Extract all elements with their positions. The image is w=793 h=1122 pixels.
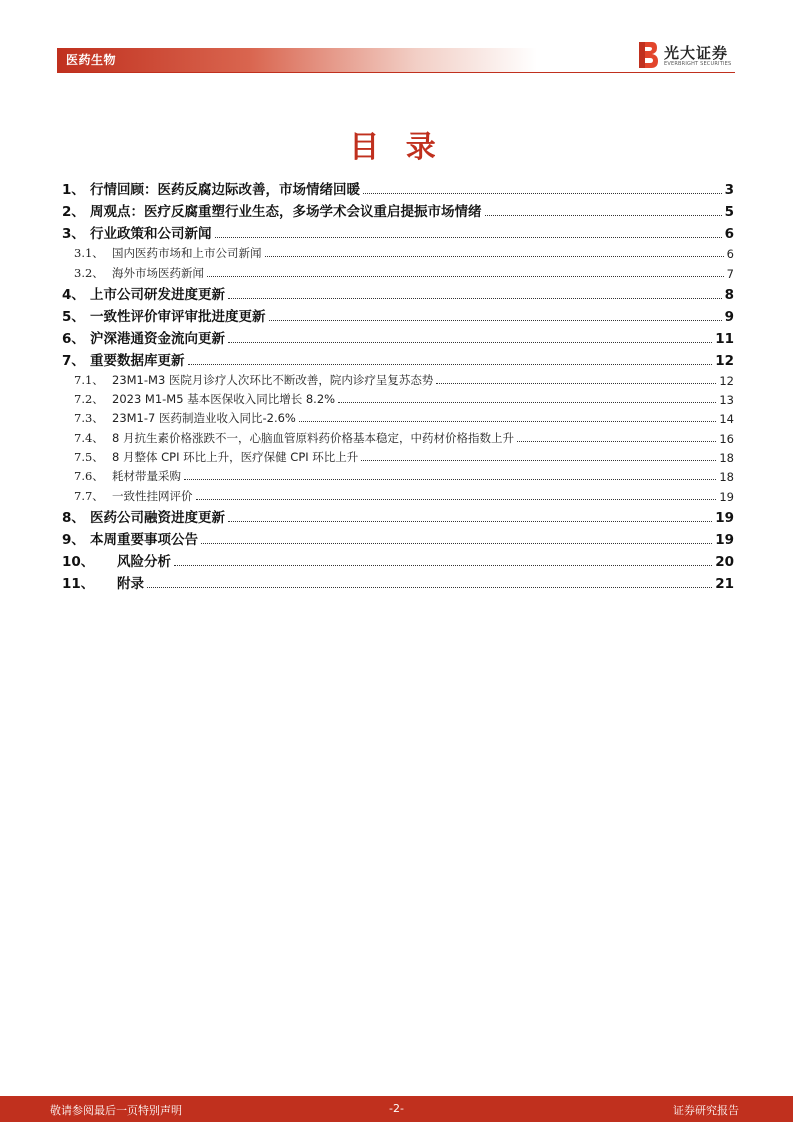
logo-chinese-text: 光大证券	[664, 44, 729, 62]
toc-entry[interactable]	[62, 220, 734, 242]
logo-english-text: EVERBRIGHT SECURITIES	[664, 61, 732, 67]
toc-leader-dots	[184, 479, 716, 480]
toc-entry-label: 医药公司融资进度更新	[90, 509, 225, 526]
toc-entry-page: 6	[724, 226, 734, 242]
toc-entry-label: 2023 M1-M5 基本医保收入同比增长 8.2%	[112, 392, 336, 407]
toc-entry-number: 7.3、	[74, 411, 104, 426]
toc-entry-label: 耗材带量采购	[112, 469, 181, 484]
toc-entry-page: 20	[715, 553, 734, 570]
toc-entry[interactable]	[62, 526, 734, 548]
toc-entry-number: 7.4、	[74, 430, 104, 445]
toc-entry-number: 5、	[62, 308, 85, 325]
toc-entry-number: 7、	[62, 352, 85, 369]
toc-leader-dots	[228, 298, 722, 299]
toc-entry-page: 12	[715, 352, 734, 369]
toc-entry[interactable]	[62, 325, 734, 347]
everbright-logo-icon	[637, 40, 659, 70]
toc-entry-page: 19	[719, 489, 734, 504]
footer-report-type: 证券研究报告	[673, 1104, 739, 1117]
toc-entry-number: 3.1、	[74, 246, 104, 261]
toc-leader-dots	[196, 499, 717, 500]
footer-bar	[0, 1096, 793, 1122]
toc-leader-dots	[485, 215, 722, 216]
toc-entry-label: 风险分析	[117, 553, 171, 570]
toc-entry[interactable]	[62, 548, 734, 570]
toc-leader-dots	[265, 256, 724, 257]
toc-leader-dots	[363, 193, 722, 194]
toc-subentry[interactable]	[62, 446, 734, 465]
toc-subentry[interactable]	[62, 261, 734, 280]
toc-entry-number: 4、	[62, 286, 85, 303]
toc-leader-dots	[338, 402, 716, 403]
toc-entry-number: 2、	[62, 204, 85, 220]
toc-entry-page: 19	[715, 531, 734, 548]
toc-leader-dots	[228, 342, 712, 343]
toc-leader-dots	[147, 587, 712, 588]
toc-entry-label: 行情回顾：医药反腐边际改善，市场情绪回暖	[90, 182, 360, 198]
toc-entry-number: 7.1、	[74, 372, 104, 387]
toc-entry-page: 3	[724, 182, 734, 198]
toc-entry-page: 6	[726, 247, 734, 262]
toc-entry-number: 10、	[62, 553, 95, 570]
toc-subentry[interactable]	[62, 369, 734, 388]
toc-entry-label: 23M1-M3 医院月诊疗人次环比不断改善，院内诊疗呈复苏态势	[112, 372, 434, 387]
page-number: -2-	[389, 1102, 404, 1115]
toc-leader-dots	[299, 421, 717, 422]
toc-entry-label: 本周重要事项公告	[90, 531, 198, 548]
toc-leader-dots	[269, 320, 722, 321]
toc-subentry[interactable]	[62, 242, 734, 261]
toc-entry-number: 1、	[62, 182, 85, 198]
toc-entry-page: 18	[719, 470, 734, 485]
header-rule	[57, 72, 735, 73]
table-of-contents	[62, 176, 734, 592]
toc-leader-dots	[215, 237, 722, 238]
toc-entry-page: 11	[715, 330, 734, 347]
toc-entry-page: 9	[724, 308, 734, 325]
toc-entry-label: 行业政策和公司新闻	[90, 226, 212, 242]
toc-entry[interactable]	[62, 198, 734, 220]
toc-subentry[interactable]	[62, 426, 734, 445]
toc-entry-page: 13	[719, 393, 734, 408]
toc-leader-dots	[361, 460, 716, 461]
toc-entry[interactable]	[62, 176, 734, 198]
toc-entry-label: 上市公司研发进度更新	[90, 286, 225, 303]
toc-entry-page: 7	[726, 266, 734, 281]
toc-entry-label: 海外市场医药新闻	[112, 265, 204, 280]
toc-entry[interactable]	[62, 504, 734, 526]
toc-entry-number: 7.5、	[74, 450, 104, 465]
toc-entry-label: 国内医药市场和上市公司新闻	[112, 246, 262, 261]
toc-entry-label: 沪深港通资金流向更新	[90, 330, 225, 347]
toc-entry-label: 8 月整体 CPI 环比上升，医疗保健 CPI 环比上升	[112, 450, 359, 465]
toc-entry-label: 重要数据库更新	[90, 352, 185, 369]
toc-entry-page: 19	[715, 509, 734, 526]
toc-entry-number: 9、	[62, 531, 85, 548]
toc-entry-page: 16	[719, 431, 734, 446]
toc-leader-dots	[436, 383, 716, 384]
toc-entry-number: 7.7、	[74, 488, 104, 503]
toc-entry-page: 14	[719, 412, 734, 427]
toc-entry-label: 附录	[117, 575, 144, 592]
toc-entry-number: 11、	[62, 575, 95, 592]
toc-entry-label: 一致性挂网评价	[112, 488, 193, 503]
toc-entry-number: 3、	[62, 226, 85, 242]
toc-entry-label: 周观点：医疗反腐重塑行业生态，多场学术会议重启提振市场情绪	[90, 204, 482, 220]
toc-entry-page: 5	[724, 204, 734, 220]
toc-entry-number: 6、	[62, 330, 85, 347]
toc-entry-number: 7.6、	[74, 469, 104, 484]
header-bar	[57, 48, 537, 72]
toc-entry-page: 8	[724, 286, 734, 303]
toc-leader-dots	[201, 543, 712, 544]
toc-entry-page: 12	[719, 373, 734, 388]
toc-leader-dots	[228, 521, 712, 522]
toc-entry[interactable]	[62, 303, 734, 325]
toc-entry-label: 8 月抗生素价格涨跌不一，心脑血管原料药价格基本稳定，中药材价格指数上升	[112, 430, 514, 445]
toc-entry[interactable]	[62, 281, 734, 303]
toc-leader-dots	[188, 364, 713, 365]
toc-entry[interactable]	[62, 347, 734, 369]
toc-subentry[interactable]	[62, 465, 734, 484]
toc-entry-number: 3.2、	[74, 265, 104, 280]
company-logo	[637, 40, 737, 72]
toc-entry-number: 8、	[62, 509, 85, 526]
section-tag: 医药生物	[66, 53, 117, 67]
toc-entry-page: 18	[719, 451, 734, 466]
toc-leader-dots	[207, 276, 724, 277]
toc-entry-number: 7.2、	[74, 392, 104, 407]
toc-leader-dots	[517, 441, 716, 442]
footer-disclaimer: 敬请参阅最后一页特别声明	[50, 1104, 182, 1117]
toc-entry-label: 一致性评价审评审批进度更新	[90, 308, 266, 325]
toc-entry-label: 23M1-7 医药制造业收入同比-2.6%	[112, 411, 296, 426]
toc-entry-page: 21	[715, 575, 734, 592]
toc-subentry[interactable]	[62, 388, 734, 407]
toc-subentry[interactable]	[62, 484, 734, 503]
toc-leader-dots	[174, 565, 712, 566]
toc-subentry[interactable]	[62, 407, 734, 426]
toc-entry[interactable]	[62, 570, 734, 592]
page-title: 目 录	[349, 130, 444, 165]
